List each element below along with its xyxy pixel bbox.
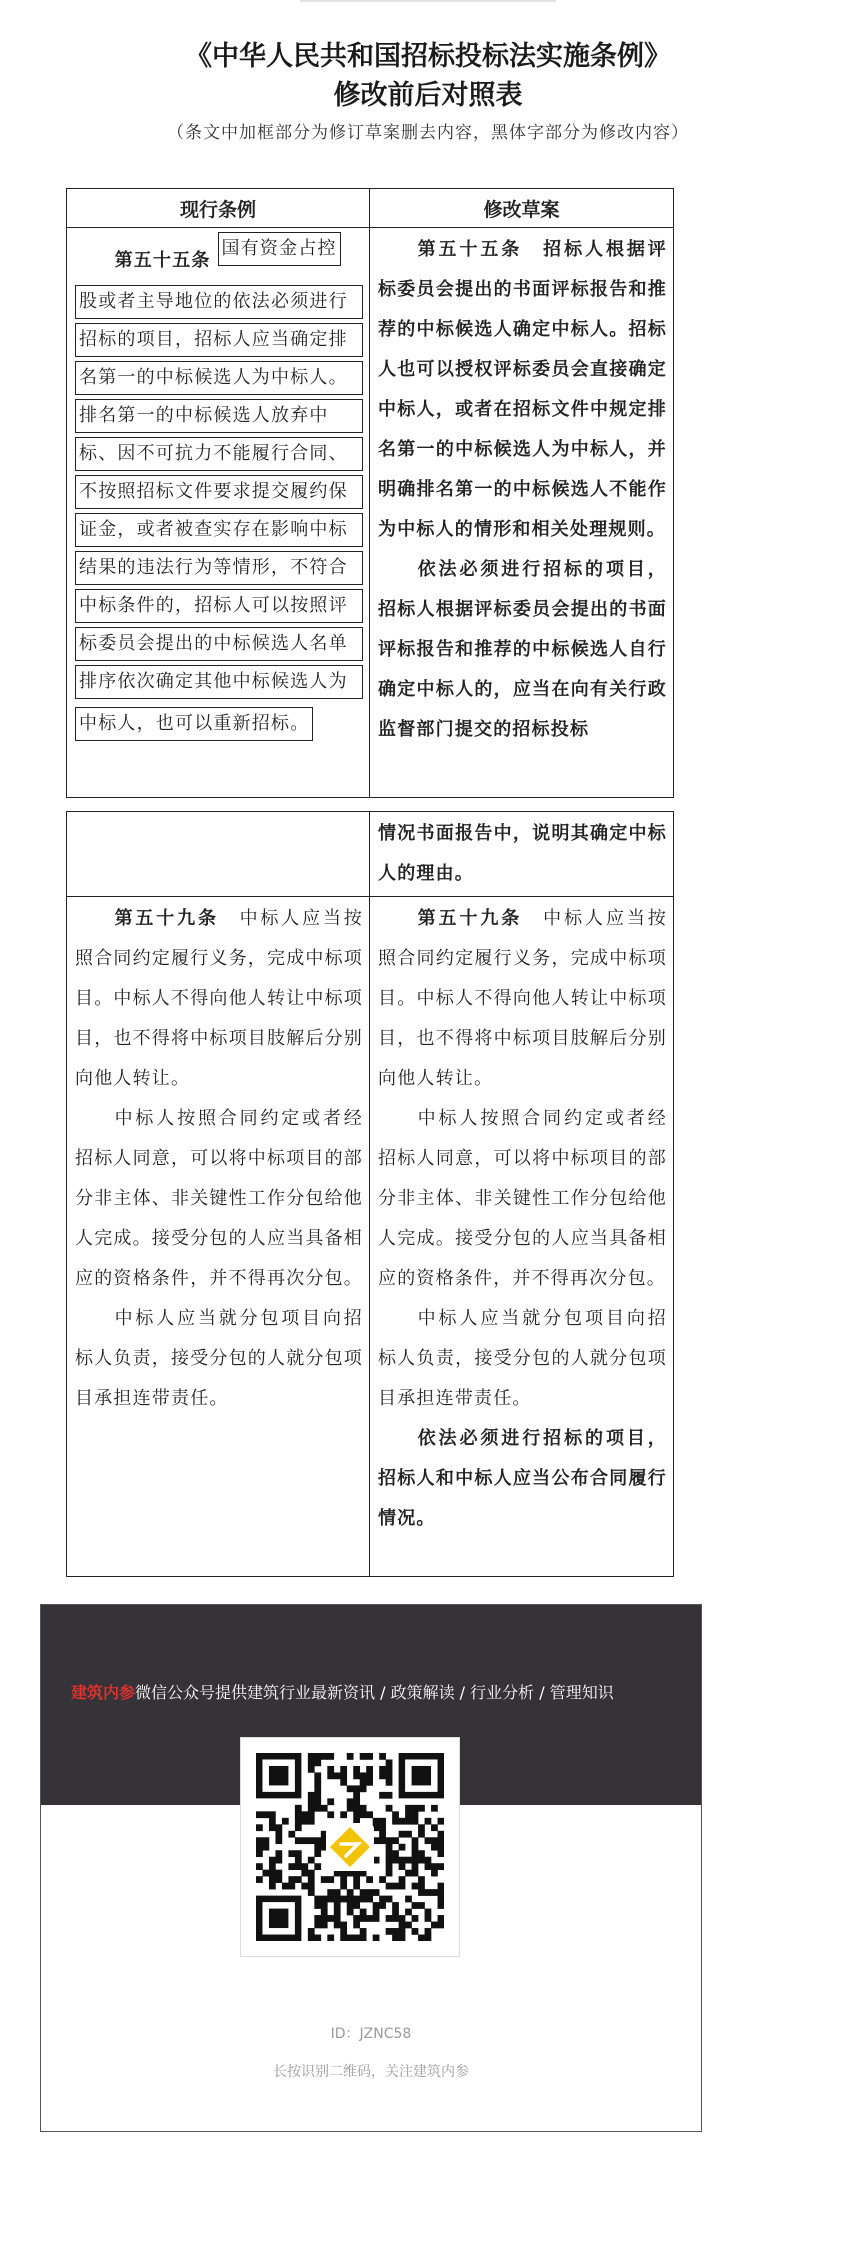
article59-current-p3: 中标人应当就分包项目向招标人负责，接受分包的人就分包项目承担连带责任。 <box>75 1308 363 1409</box>
article55-draft-label: 第五十五条 <box>417 239 523 260</box>
article59-draft-p3: 中标人应当就分包项目向招标人负责，接受分包的人就分包项目承担连带责任。 <box>378 1308 667 1409</box>
boxed-line: 中标条件的，招标人可以按照评 <box>75 589 363 623</box>
comparison-table-part1 <box>66 188 674 798</box>
article59-draft-cell <box>370 897 674 1577</box>
article59-current-p1: 中标人应当按照合同约定履行义务，完成中标项目。中标人不得向他人转让中标项目，也不得将中标项目肢解后分别向他人转让。 <box>75 908 364 1089</box>
boxed-line: 标、因不可抗力不能履行合同、 <box>75 437 363 471</box>
article55-draft-p2b: 情况书面报告中，说明其确定中标人的理由。 <box>378 823 667 884</box>
promo-account-id: ID：JZNC58 <box>330 2026 412 2042</box>
article59-draft-p1: 中标人应当按照合同约定履行义务，完成中标项目。中标人不得向他人转让中标项目，也不得将中标项目肢解后分别向他人转让。 <box>378 908 668 1089</box>
document-subtitle: 修改前后对照表 <box>333 80 523 111</box>
article59-draft-p2: 中标人按照合同约定或者经招标人同意，可以将中标项目的部分非主体、非关键性工作分包给他人完成。接受分包的人应当具备相应的资格条件，并不得再次分包。 <box>378 1108 667 1289</box>
qr-code[interactable] <box>240 1737 460 1957</box>
boxed-line: 排名第一的中标候选人放弃中 <box>75 399 363 433</box>
promo-card <box>40 1604 702 2132</box>
column-header-draft: 修改草案 <box>370 189 674 228</box>
promo-brand: 建筑内参 <box>71 1683 136 1702</box>
boxed-line: 名第一的中标候选人为中标人。 <box>75 361 363 395</box>
article55-draft-continued-cell <box>370 812 674 897</box>
boxed-line: 标委员会提出的中标候选人名单 <box>75 627 363 661</box>
article59-current-p2: 中标人按照合同约定或者经招标人同意，可以将中标项目的部分非主体、非关键性工作分包给他人完成。接受分包的人应当具备相应的资格条件，并不得再次分包。 <box>75 1108 363 1289</box>
boxed-deleted-text <box>75 285 363 760</box>
boxed-line: 证金，或者被查实存在影响中标 <box>75 513 363 547</box>
promo-tagline: 微信公众号提供建筑行业最新资讯 / 政策解读 / 行业分析 / 管理知识 <box>135 1683 614 1702</box>
article59-draft-label: 第五十九条 <box>417 908 523 929</box>
qr-code-icon <box>256 1753 444 1941</box>
promo-tagline-row <box>71 1680 614 1703</box>
document-note: （条文中加框部分为修订草案删去内容，黑体字部分为修改内容） <box>167 123 689 143</box>
article55-draft-p2a: 依法必须进行招标的项目，招标人根据评标委员会提出的书面评标报告和推荐的中标候选人自行确定中标人的，应当在向有关行政监督部门提交的招标投标 <box>378 559 667 740</box>
article55-draft-p1: 招标人根据评标委员会提出的书面评标报告和推荐的中标候选人确定中标人。招标人也可以授权评标委员会直接确定中标人，或者在招标文件中规定排名第一的中标候选人为中标人，并明确排名第一的中标候选人不能作为中标人的情形和相关处理规则。 <box>378 239 668 540</box>
article55-draft-cell <box>370 228 674 798</box>
boxed-line: 排序依次确定其他中标候选人为 <box>75 665 363 699</box>
comparison-table-part2 <box>66 811 674 1577</box>
boxed-line: 不按照招标文件要求提交履约保 <box>75 475 363 509</box>
boxed-line: 国有资金占控 <box>218 232 341 266</box>
article59-current-label: 第五十九条 <box>114 908 219 929</box>
boxed-line: 结果的违法行为等情形，不符合 <box>75 551 363 585</box>
article59-draft-p4: 依法必须进行招标的项目，招标人和中标人应当公布合同履行情况。 <box>378 1428 667 1529</box>
article55-current-cell <box>67 228 370 798</box>
boxed-line: 招标的项目，招标人应当确定排 <box>75 323 363 357</box>
boxed-line: 中标人，也可以重新招标。 <box>75 707 313 741</box>
boxed-line: 股或者主导地位的依法必须进行 <box>75 285 363 319</box>
continuation-empty-cell <box>67 812 370 897</box>
column-header-current: 现行条例 <box>67 189 370 228</box>
document-title: 《中华人民共和国招标投标法实施条例》 <box>185 41 671 72</box>
promo-caption: 长按识别二维码，关注建筑内参 <box>273 2064 469 2080</box>
article55-current-label: 第五十五条 <box>114 250 211 271</box>
article59-current-cell <box>67 897 370 1577</box>
top-divider <box>300 0 556 2</box>
